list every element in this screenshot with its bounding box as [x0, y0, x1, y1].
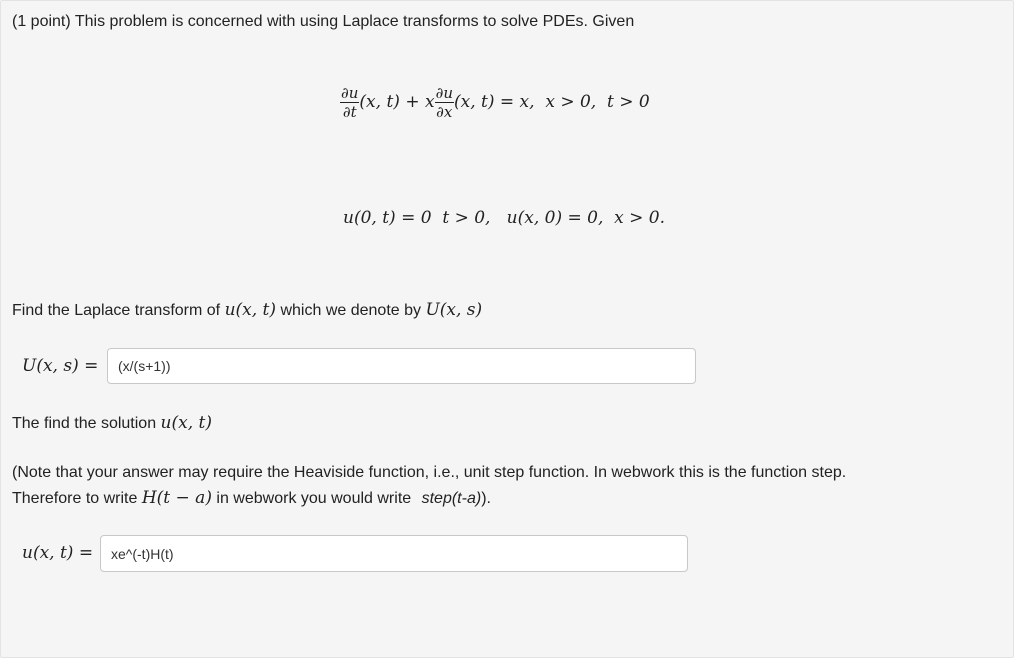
intro-text: This problem is concerned with using Laplace transforms to solve PDEs. Given	[74, 13, 635, 30]
note-line-2-text-a: Therefore to write	[12, 490, 138, 507]
pde-equation	[340, 80, 650, 124]
part2-prompt-var: u(x, t)	[160, 413, 212, 433]
note-heaviside-expression: H(t − a)	[141, 488, 212, 508]
laplace-transform-answer-input[interactable]	[107, 348, 696, 384]
part1-prompt-text: Find the Laplace transform of	[12, 302, 221, 319]
du-dt-fraction: $\frac{\partial u}{\partial t}$	[341, 83, 359, 121]
note-line-1: (Note that your answer may require the Heaviside function, i.e., unit step function. In webwork this is the function step.	[12, 464, 847, 481]
part1-prompt-text2: which we denote by	[280, 302, 421, 319]
part1-answer-label: U(x, s) =	[22, 356, 99, 376]
note-line-2-text-b: in webwork you would write	[216, 490, 412, 507]
solution-answer-value: xe^(-t)H(t)	[111, 545, 174, 562]
part2-prompt	[12, 413, 212, 434]
problem-intro	[12, 12, 634, 32]
points-label: (1 point)	[12, 13, 71, 30]
solution-answer-input[interactable]	[100, 535, 688, 572]
laplace-transform-answer-value: (x/(s+1))	[118, 358, 171, 374]
part2-answer-label: u(x, t) =	[22, 543, 94, 563]
pde-term-1: (x, t) + x	[359, 92, 435, 112]
part1-prompt-var: u(x, t)	[224, 300, 277, 320]
du-dx-fraction: $\frac{\partial u}{\partial x}$	[435, 83, 453, 121]
part2-prompt-text: The find the solution	[12, 415, 157, 432]
note-line-2	[12, 488, 491, 509]
part1-prompt	[12, 300, 482, 321]
note-step-code: step(t-a)	[421, 490, 482, 507]
pde-term-2: (x, t) = x, x > 0, t > 0	[453, 92, 650, 112]
boundary-conditions: u(0, t) = 0 t > 0, u(x, 0) = 0, x > 0.	[343, 208, 666, 228]
note-line-2-end: ).	[481, 490, 491, 507]
part1-prompt-var2: U(x, s)	[425, 300, 483, 320]
